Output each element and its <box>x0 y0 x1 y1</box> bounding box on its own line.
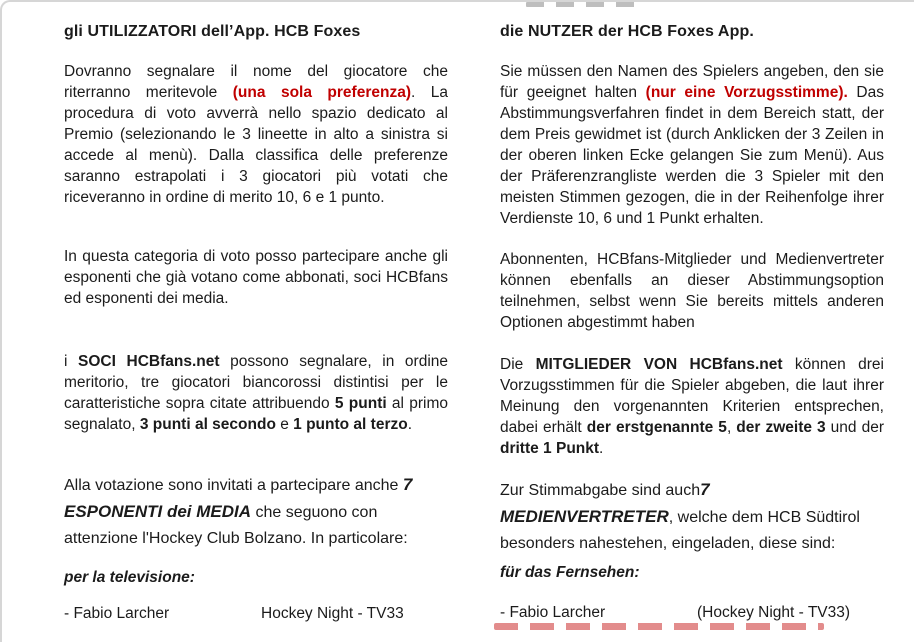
paragraph-media-invite-it: Alla votazione sono invitati a partecipare anche 7 ESPONENTI dei MEDIA che seguono con attenzione l'Hockey Club Bolzano. In particolare: <box>64 475 413 547</box>
media-outlet: (Hockey Night - TV33) <box>697 604 851 621</box>
paragraph-voting-procedure-it: Dovranno segnalare il nome del giocatore che riterranno meritevole (una sola preferenza). La procedura di voto avverrà nello spazio dedicato al Premio (selezionando le 3 lineette in alto a sinistra si accede al menù). Dalla classifica delle preferenze saranno estrapolati i 3 giocatori più votati che riceveranno in ordine di merito 10, 6 e 1 punto. <box>64 63 448 206</box>
section-heading-italian: gli UTILIZZATORI dell’App. HCB Foxes <box>64 23 361 40</box>
journalist-name: - Fabio Larcher <box>64 605 170 622</box>
section-heading-german: die NUTZER der HCB Foxes App. <box>500 23 754 40</box>
subheading-television-de: für das Fernsehen: <box>500 564 640 581</box>
paragraph-media-invite-de: Zur Stimmabgabe sind auch7 MEDIENVERTRETER, welche dem HCB Südtirol besonders nahestehen, eingeladen, diese sind: <box>500 480 860 552</box>
paragraph-members-points-de: Die MITGLIEDER VON HCBfans.net können drei Vorzugsstimmen für die Spieler abgeben, die laut ihrer Meinung den vorgenannten Kriterien entsprechen, dabei erhält der erstgenannte 5, der zweite 3 und der dritte 1 Punkt. <box>500 356 884 457</box>
journalist-name: - Fabio Larcher <box>500 604 606 621</box>
subheading-television-it: per la televisione: <box>64 569 195 586</box>
paragraph-voting-procedure-de: Sie müssen den Namen des Spielers angeben, den sie für geeignet halten (nur eine Vorzugsstimme). Das Abstimmungsverfahren findet in dem Bereich statt, der dem Preis gewidmet ist (durch Anklicken der 3 Zeilen in der oberen linken Ecke gelangen Sie zum Menü). Aus der Präferenzrangliste werden die 3 Spieler mit den meisten Stimmen gezogen, die in der Reihenfolge ihrer Verdienste 10, 6 und 1 Punkt erhalten. <box>500 63 885 227</box>
column-german <box>500 22 884 624</box>
column-italian <box>64 22 448 624</box>
paragraph-members-points-it: i SOCI HCBfans.net possono segnalare, in ordine meritorio, tre giocatori biancorossi distintisi per le caratteristiche sopra citate attribuendo 5 punti al primo segnalato, 3 punti al secondo e 1 punto al terzo. <box>64 353 448 433</box>
paragraph-eligibility-de: Abonnenten, HCBfans-Mitglieder und Medienvertreter können ebenfalls an dieser Abstimmungsoption teilnehmen, selbst wenn Sie bereits mittels anderen Optionen abgestimmt haben <box>500 251 884 331</box>
media-entry-row <box>64 604 448 624</box>
cropped-red-text-fragment-bottom <box>494 623 824 630</box>
paragraph-eligibility-it: In questa categoria di voto posso partecipare anche gli esponenti che già votano come abbonati, soci HCBfans ed esponenti dei media. <box>64 248 448 307</box>
media-outlet: Hockey Night - TV33 <box>261 605 404 622</box>
media-entry-row <box>500 603 884 623</box>
cropped-text-fragment-top <box>526 2 638 7</box>
two-column-layout <box>2 2 914 624</box>
